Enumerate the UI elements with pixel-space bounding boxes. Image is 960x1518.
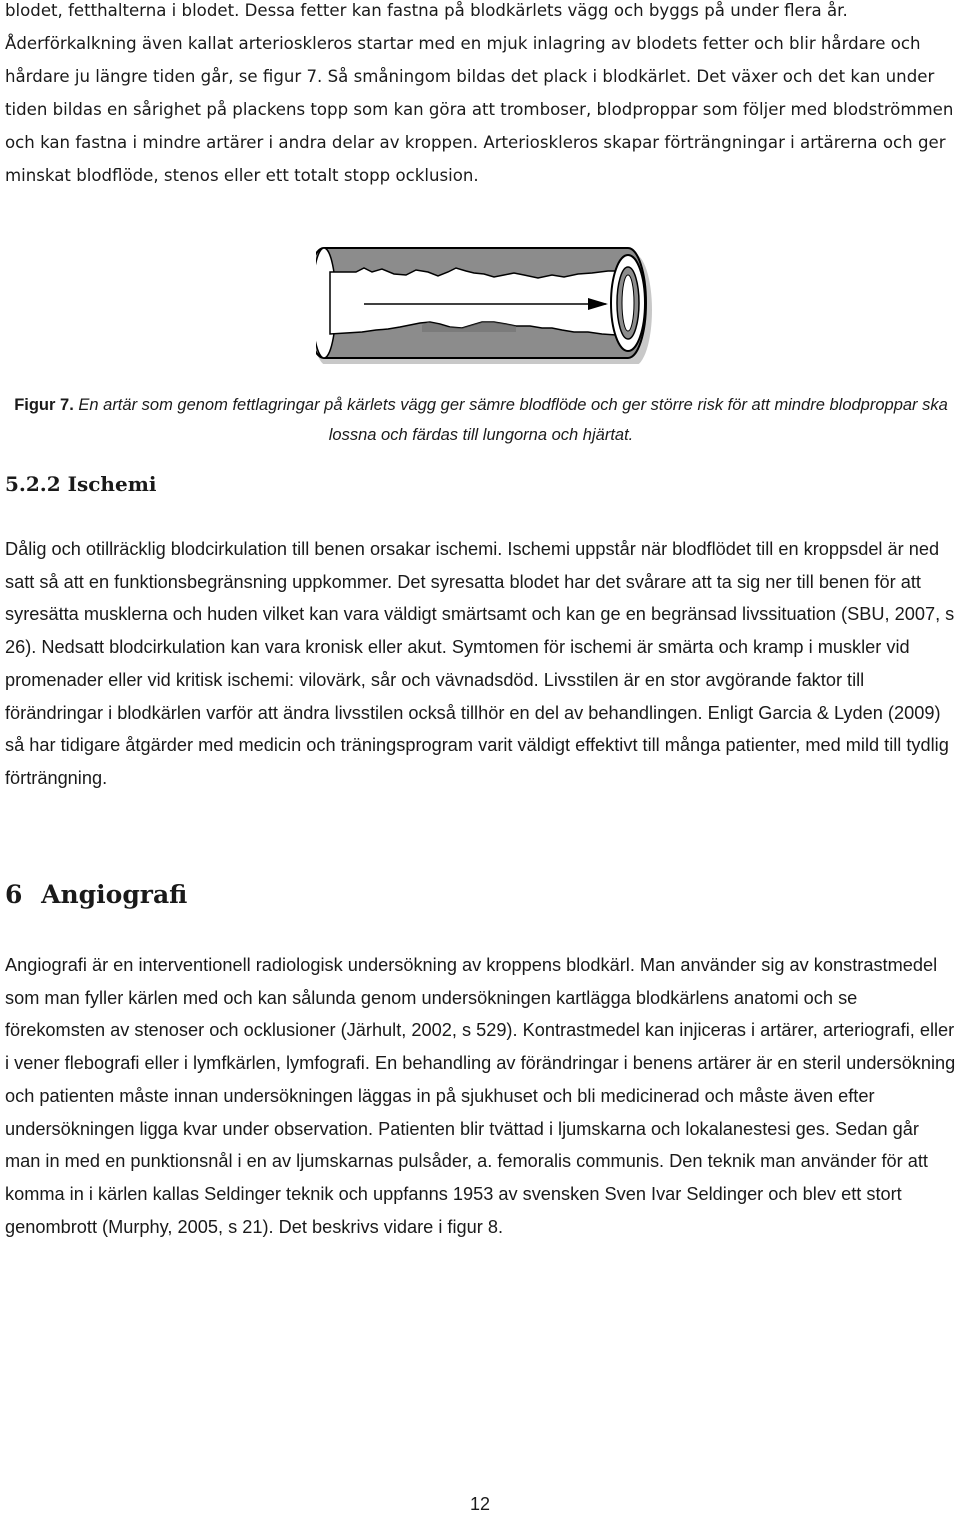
artery-right-lumen bbox=[622, 275, 634, 331]
angiografi-paragraph: Angiografi är en interventionell radiologisk undersökning av kroppens blodkärl. Man använder sig av konstrastmedel som man fyller kärlen med och kan sålunda genom undersökningen kartlägga blodkärlens anatomi och se förekomsten av stenoser och ocklusioner (Järhult, 2002, s 529). Kontrastmedel kan injiceras i artärer, arteriografi, eller i vener flebografi eller i lymfkärlen, lymfografi. En behandling av förändringar i benens artärer är en steril undersökning och patienten måste innan undersökningen läggas in på sjukhuset och bli medicinerad och måste även efter undersökningen ligga kvar under observation. Patienten blir tvättad i ljumskarna och lokalanestesi ges. Sedan går man in med en punktionsnål i en av ljumskarnas pulsåder, a. femoralis communis. Den teknik man använder för att komma in i kärlen kallas Seldinger teknik och uppfanns 1953 av svensken Sven Ivar Seldinger och blev ett stort genombrott (Murphy, 2005, s 21). Det beskrivs vidare i figur 8. bbox=[5, 955, 956, 1237]
intro-paragraph: blodet, fetthalterna i blodet. Dessa fetter kan fastna på blodkärlets vägg och byggs på under flera år. Åderförkalkning även kallat arterioskleros startar med en mjuk inlagring av blodets fetter och blir hårdare och hårdare ju längre tiden går, se figur 7. Så småningom bildas det plack i blodkärlet. Det växer och det kan under tiden bildas en sårighet på plackens topp som kan göra att tromboser, blodproppar som följer med blodströmmen och kan fastna i mindre artärer i andra delar av kroppen. Arterioskleros skapar förträngningar i artärerna och ger minskat blodflöde, stenos eller ett totalt stopp ocklusion. bbox=[5, 1, 954, 185]
figure-caption bbox=[5, 390, 957, 450]
subsection-heading: 5.2.2 Ischemi bbox=[5, 472, 157, 496]
figure-caption-text: En artär som genom fettlagringar på kärlets vägg ger sämre blodflöde och ger större risk för att mindre blodproppar ska lossna och färdas till lungorna och hjärtat. bbox=[78, 396, 948, 444]
ischemi-paragraph: Dålig och otillräcklig blodcirkulation till benen orsakar ischemi. Ischemi uppstår när blodflödet till en kroppsdel är ned satt så att en funktionsbegränsning uppkommer. Det syresatta blodet har det svårare att ta sig ner till benen för att syresätta musklerna och huden vilket kan vara väldigt smärtsamt och kan ge en begränsad livssituation (SBU, 2007, s 26). Nedsatt blodcirkulation kan vara kronisk eller akut. Symtomen för ischemi är smärta och kramp i muskler vid promenader eller vid kritisk ischemi: vilovärk, sår och vävnadsdöd. Livsstilen är en stor avgörande faktor till förändringar i blodkärlen varför att ändra livsstilen också tillhör en del av behandlingen. Enligt Garcia & Lyden (2009) så har tidigare åtgärder med medicin och träningsprogram varit väldigt effektivt till många patienter, med mild till tydlig förträngning. bbox=[5, 539, 955, 788]
page-number: 12 bbox=[469, 1494, 491, 1514]
artery-plaque-figure bbox=[316, 242, 656, 364]
section-heading: 6 Angiografi bbox=[5, 880, 188, 909]
figure-label: Figur 7. bbox=[14, 396, 74, 414]
